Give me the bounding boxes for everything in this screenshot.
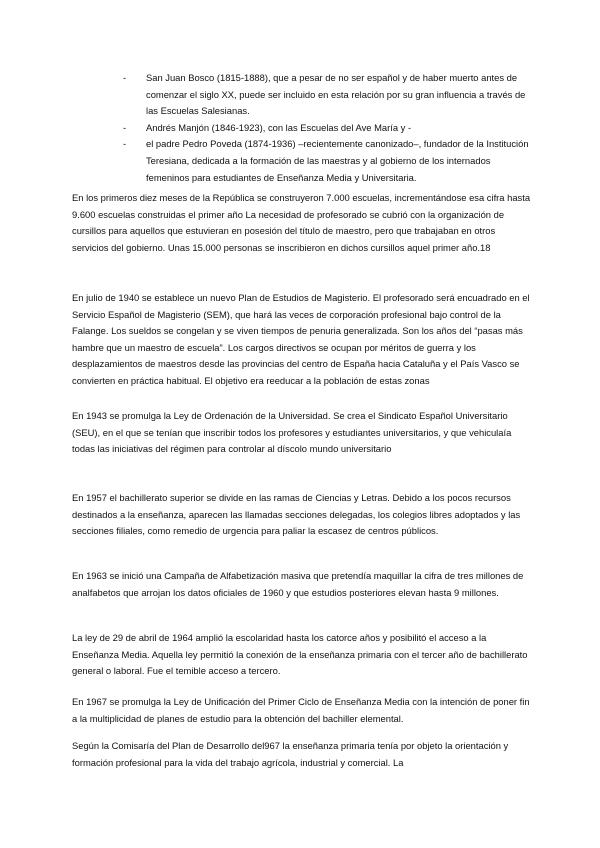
paragraph: La ley de 29 de abril de 1964 amplió la escolaridad hasta los catorce años y posibilitó el acceso a la Enseñanza Media. Aquella ley permitió la conexión de la enseñanza primaria con el tercer año de bachillerato general o laboral. Fue el temible acceso a tercero.	[72, 632, 528, 677]
bullet-list	[123, 70, 533, 186]
paragraph: Según la Comisaría del Plan de Desarrollo del967 la enseñanza primaria tenía por objeto la orientación y formación profesional para la vida del trabajo agrícola, industrial y comercial. La	[72, 740, 509, 768]
paragraph: En 1967 se promulga la Ley de Unificación del Primer Ciclo de Enseñanza Media con la intención de poner fin a la multiplicidad de planes de estudio para la obtención del bachiller elemental.	[72, 696, 530, 724]
list-item-text: San Juan Bosco (1815-1888), que a pesar de no ser español y de haber muerto antes de comenzar el siglo XX, puede ser incluido en esta relación por su gran influencia a través de las Escuelas Salesianas.	[146, 72, 526, 117]
list-item	[123, 70, 533, 120]
list-item-text: Andrés Manjón (1846-1923), con las Escuelas del Ave María y -	[146, 121, 412, 133]
paragraph: En 1957 el bachillerato superior se divide en las ramas de Ciencias y Letras. Debido a los pocos recursos destinados a la enseñanza, aparecen las llamadas secciones delegadas, los colegios libres adoptados y las secciones filiales, como remedio de urgencia para paliar la escasez de centros públicos.	[72, 492, 521, 537]
dash-bullet-icon: -	[123, 72, 127, 83]
dash-bullet-icon: -	[123, 138, 127, 150]
paragraph: En julio de 1940 se establece un nuevo Plan de Estudios de Magisterio. El profesorado será encuadrado en el Servicio Español de Magisterio (SEM), que hará las veces de corporación profesional bajo control de la Falange. Los sueldos se congelan y se viven tiempos de penuria generalizada. Son los años del “pasas más hambre que un maestro de escuela”. Los cargos directivos se ocupan por méritos de guerra y los desplazamientos de maestros desde las provincias del centro de España hacia Cataluña y el País Vasco se convierten en práctica habitual. El objetivo era reeducar a la población de estas zonas	[72, 292, 530, 386]
dash-bullet-icon: -	[123, 121, 127, 133]
list-item	[123, 136, 533, 186]
paragraph: En 1963 se inició una Campaña de Alfabetización masiva que pretendía maquillar la cifra de tres millones de analfabetos que arrojan los datos oficiales de 1960 y que estudios posteriores elevan hasta 9 millones.	[72, 570, 524, 598]
list-item	[123, 120, 533, 137]
paragraph: En 1943 se promulga la Ley de Ordenación de la Universidad. Se crea el Sindicato Español Universitario (SEU), en el que se tenían que inscribir todos los profesores y estudiantes universitarios, y que vehiculaía todas las iniciativas del régimen para controlar al díscolo mundo universitario	[72, 410, 512, 455]
list-item-text: el padre Pedro Poveda (1874-1936) –recientemente canonizado–, fundador de la Institución Teresiana, dedicada a la formación de las maestras y al gobierno de los internados femeninos para estudiantes de Enseñanza Media y Universitaria.	[146, 138, 529, 183]
paragraph: En los primeros diez meses de la República se construyeron 7.000 escuelas, incrementándose esa cifra hasta 9.600 escuelas construidas el primer año La necesidad de profesorado se cubrió con la organización de cursillos para aquellos que estuvieran en posesión del título de maestro, pero que trabajaban en otros servicios del gobierno. Unas 15.000 personas se inscribieron en dichos cursillos aquel primer año.18	[72, 192, 531, 253]
